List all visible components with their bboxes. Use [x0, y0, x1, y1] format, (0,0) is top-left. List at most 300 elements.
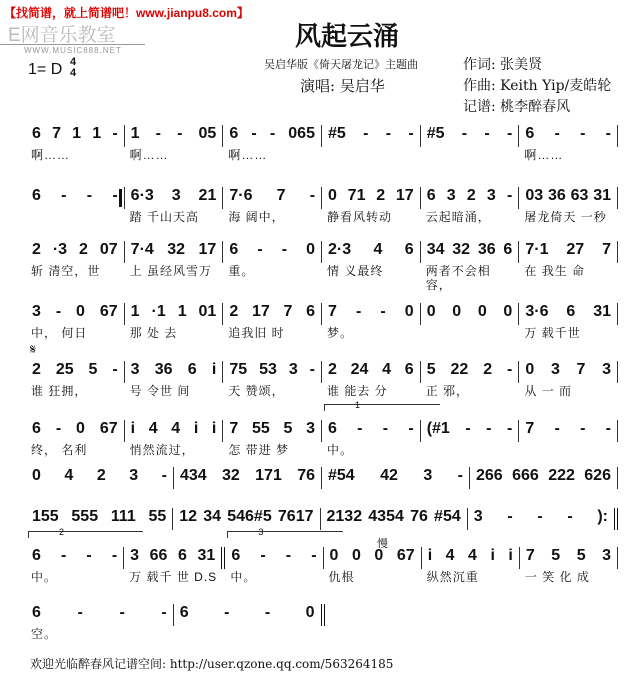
- note-group: -: [77, 604, 83, 621]
- note-group: 6: [404, 241, 414, 258]
- note-group: 32: [452, 241, 471, 258]
- tempo-mark: 慢: [377, 538, 388, 550]
- measure: [421, 361, 520, 398]
- note-group: 6: [231, 547, 241, 564]
- note-group: 6: [229, 241, 239, 258]
- measure-lyric: 中。: [327, 443, 354, 457]
- note-group: i: [193, 420, 199, 437]
- note-group: 53: [259, 361, 277, 378]
- measure-lyric: 在 我生 命: [524, 264, 586, 278]
- measure-notes: [427, 125, 513, 143]
- measure: [225, 527, 323, 584]
- measure: [519, 125, 618, 162]
- note-group: 155: [32, 508, 59, 525]
- note-group: 01: [198, 303, 217, 320]
- note-group: 7: [602, 241, 612, 258]
- measure: [173, 508, 320, 530]
- note-group: 3: [446, 187, 456, 204]
- measure-notes: [130, 547, 215, 565]
- measure: [519, 420, 618, 442]
- note-group: -: [112, 125, 118, 142]
- volta-bracket: 2: [28, 531, 143, 538]
- measure: [26, 187, 125, 209]
- note-group: -: [111, 547, 118, 564]
- note-group: 111: [110, 508, 136, 525]
- note-group: 63: [570, 187, 589, 204]
- note-group: 24: [350, 361, 369, 378]
- note-group: 0: [525, 361, 535, 378]
- note-group: 3: [423, 467, 433, 484]
- measure-lyric: 万 载千 世 D.S: [129, 570, 218, 584]
- note-group: 2: [32, 241, 41, 258]
- note-group: 66: [149, 547, 168, 564]
- note-group: 1: [72, 125, 82, 142]
- measure: [468, 508, 618, 530]
- measure: [223, 187, 322, 224]
- note-group: -: [554, 125, 560, 142]
- measure: [26, 420, 125, 457]
- note-group: 3: [130, 361, 140, 378]
- note-group: 32: [167, 241, 186, 258]
- measure-notes: [427, 241, 513, 259]
- note-group: 3: [306, 420, 316, 437]
- note-group: 17: [251, 303, 270, 320]
- measure: [322, 125, 421, 147]
- measure-notes: [32, 361, 118, 379]
- measure-notes: [131, 125, 217, 143]
- note-group: 36: [154, 361, 173, 378]
- note-group: -: [605, 420, 611, 437]
- note-group: -: [260, 547, 266, 564]
- note-group: 5: [551, 547, 561, 564]
- note-group: 7·4: [130, 241, 154, 258]
- measure: [422, 547, 520, 584]
- note-group: 34: [426, 241, 445, 258]
- note-group: 6: [306, 303, 316, 320]
- note-group: 065: [288, 125, 315, 142]
- note-group: 3: [602, 361, 611, 378]
- note-group: (#1: [426, 420, 450, 437]
- note-group: 6: [32, 604, 41, 621]
- measure: [223, 361, 322, 398]
- measure-notes: [32, 241, 118, 259]
- note-group: 4: [171, 420, 181, 437]
- measure-notes: [427, 420, 513, 438]
- note-group: 2: [229, 303, 239, 320]
- measure-notes: [525, 125, 611, 143]
- note-group: 1: [92, 125, 102, 142]
- measure-notes: [131, 303, 217, 321]
- measure-lyric: 怎 带进 梦: [228, 443, 290, 457]
- note-group: #5: [426, 125, 445, 142]
- note-group: -: [507, 187, 513, 204]
- measure-lyric: 静看风转动: [327, 210, 393, 224]
- measure: [322, 187, 421, 224]
- measure: [26, 604, 174, 641]
- measure-notes: [328, 420, 414, 438]
- note-group: 17: [395, 187, 414, 204]
- note-group: 7: [525, 420, 535, 437]
- measure: [174, 604, 325, 626]
- measure-lyric: 屠龙倚天 一秒: [524, 210, 607, 224]
- note-group: 5: [283, 420, 293, 437]
- note-group: 7: [525, 547, 535, 564]
- segno-sign: 𝄋: [30, 341, 37, 357]
- note-group: -: [357, 420, 363, 437]
- note-group: i: [211, 361, 217, 378]
- note-group: i: [211, 420, 217, 437]
- note-group: #5: [328, 125, 346, 142]
- transcriber: 记谱: 桃李醉春风: [463, 99, 571, 115]
- note-group: 6: [328, 420, 337, 437]
- measure: [421, 241, 520, 292]
- note-group: 6: [32, 125, 41, 142]
- note-group: 6: [179, 604, 189, 621]
- note-group: -: [554, 420, 560, 437]
- note-group: -: [61, 547, 67, 564]
- note-group: 6: [32, 420, 41, 437]
- measure: [223, 125, 322, 162]
- note-group: 25: [55, 361, 74, 378]
- measure-lyric: 一 笑 化 成: [524, 570, 590, 584]
- measure-lyric: 中， 何日: [31, 326, 88, 340]
- note-group: -: [507, 125, 513, 142]
- note-group: 0: [452, 303, 462, 320]
- note-group: 0: [374, 547, 384, 564]
- measure: [471, 604, 618, 626]
- measure: [421, 420, 520, 442]
- note-group: 07: [99, 241, 118, 258]
- measure: [421, 187, 520, 224]
- volta-bracket: 1: [324, 404, 440, 411]
- volta-bracket: 3: [227, 531, 342, 538]
- note-group: -: [580, 125, 586, 142]
- score-line: [26, 467, 618, 489]
- score-line: [26, 508, 618, 530]
- measure-notes: [330, 547, 415, 565]
- note-group: i: [490, 547, 495, 564]
- measure: [321, 508, 468, 530]
- note-group: -: [55, 420, 62, 437]
- note-group: -: [567, 508, 573, 525]
- score-line: [26, 400, 618, 457]
- measure-lyric: 啊……: [129, 148, 169, 162]
- measure: [324, 547, 422, 584]
- note-group: 0: [503, 303, 513, 320]
- time-sig-top: 4: [70, 56, 77, 68]
- note-group: 434: [180, 467, 207, 484]
- measure-notes: [525, 241, 611, 259]
- note-group: 3·6: [525, 303, 549, 320]
- note-group: 0: [329, 547, 339, 564]
- measure-lyric: 踏 千山天高: [129, 210, 200, 224]
- measure-notes: [328, 361, 414, 379]
- note-group: 1: [130, 303, 140, 320]
- note-group: 6: [32, 187, 41, 204]
- note-group: 6: [525, 125, 535, 142]
- score-line: [26, 241, 618, 292]
- measure: [322, 361, 421, 398]
- note-group: 5: [88, 361, 98, 378]
- measure: [125, 361, 224, 398]
- note-group: 55: [251, 420, 270, 437]
- note-group: #54: [328, 467, 355, 484]
- measure-notes: [328, 187, 414, 205]
- measure: [125, 241, 224, 278]
- measure-notes: [525, 303, 611, 321]
- note-group: 2: [466, 187, 476, 204]
- note-group: 3: [473, 508, 483, 525]
- note-group: 0: [404, 303, 414, 320]
- note-group: 2·3: [328, 241, 352, 258]
- note-group: i: [427, 547, 433, 564]
- note-group: 12: [179, 508, 198, 525]
- measure-notes: [229, 125, 315, 143]
- note-group: 3: [130, 547, 140, 564]
- measure: [26, 361, 125, 398]
- note-group: 7·1: [525, 241, 549, 258]
- note-group: -: [285, 547, 292, 564]
- note-group: 6·3: [130, 187, 154, 204]
- note-group: -: [385, 125, 392, 142]
- note-group: 0: [306, 241, 315, 258]
- note-group: 4: [468, 547, 477, 564]
- note-group: 6: [229, 125, 239, 142]
- measure-lyric: 上 虽经风雪万: [129, 264, 213, 278]
- measure: [519, 361, 618, 398]
- composer: 作曲: Keith Yip/麦皓轮: [463, 78, 612, 94]
- note-group: 3: [602, 547, 612, 564]
- measure-notes: [427, 361, 513, 379]
- note-group: -: [86, 187, 93, 204]
- measure-lyric: 啊……: [524, 148, 564, 162]
- note-group: -: [507, 361, 513, 378]
- note-group: -: [119, 604, 125, 621]
- note-group: 42: [380, 467, 398, 484]
- note-group: -: [281, 241, 288, 258]
- note-group: 31: [593, 303, 612, 320]
- measure-notes: [328, 125, 414, 143]
- note-group: -: [507, 508, 513, 525]
- site-logo: E网音乐教室: [8, 25, 116, 46]
- measure: [519, 241, 618, 278]
- measure: [26, 303, 125, 340]
- note-group: 36: [477, 241, 496, 258]
- note-group: 32: [222, 467, 240, 484]
- measure-lyric: 海 阔中，: [228, 210, 285, 224]
- measure-notes: [328, 467, 463, 485]
- note-group: 3: [288, 361, 298, 378]
- measure-notes: [525, 361, 611, 379]
- note-group: 7: [229, 420, 239, 437]
- note-group: 2132: [326, 508, 363, 525]
- note-group: 0: [76, 303, 85, 320]
- measure-lyric: 中。: [31, 570, 58, 584]
- note-group: -: [112, 361, 118, 378]
- measure-notes: [229, 420, 315, 438]
- note-group: -: [457, 467, 463, 484]
- measure-notes: [327, 508, 461, 526]
- note-group: 6: [503, 241, 513, 258]
- note-group: 0: [305, 604, 315, 621]
- measure-lyric: 谁 狂拥，: [31, 384, 88, 398]
- measure-lyric: 正 邪，: [425, 384, 470, 398]
- note-group: 3: [171, 187, 181, 204]
- note-group: 5: [426, 361, 436, 378]
- measure-lyric: 谁 能去 分: [327, 384, 388, 398]
- measure-notes: [525, 420, 611, 438]
- note-group: 3: [550, 361, 560, 378]
- note-group: 67: [396, 547, 415, 564]
- note-group: 266: [476, 467, 503, 484]
- measure: [26, 125, 125, 162]
- note-group: -: [580, 420, 586, 437]
- measure-lyric: 空。: [31, 627, 58, 641]
- note-group: 4: [382, 361, 392, 378]
- note-group: 6: [566, 303, 576, 320]
- measure-lyric: 两者不会相 容，: [425, 264, 491, 292]
- measure: [223, 303, 322, 340]
- measure-notes: [32, 508, 166, 526]
- measure-lyric: 啊……: [228, 148, 268, 162]
- note-group: 67: [99, 420, 118, 437]
- note-group: -: [309, 361, 315, 378]
- note-group: 666: [512, 467, 539, 484]
- measure-notes: [427, 303, 513, 321]
- measure: [125, 303, 224, 340]
- note-group: 2: [328, 361, 337, 378]
- measure-lyric: 天 赞颂，: [228, 384, 285, 398]
- note-group: 76: [410, 508, 428, 525]
- measure-notes: [180, 467, 315, 485]
- note-group: 7: [576, 361, 586, 378]
- measure-notes: [32, 547, 117, 565]
- note-group: -: [507, 420, 513, 437]
- note-group: -: [484, 125, 490, 142]
- note-group: i: [508, 547, 513, 564]
- measure-lyric: 重。: [228, 264, 255, 278]
- note-group: 4: [64, 467, 74, 484]
- note-group: 03: [525, 187, 544, 204]
- time-sig-bottom: 4: [70, 67, 77, 79]
- note-group: 21: [198, 187, 217, 204]
- note-group: 31: [197, 547, 216, 564]
- measure: [520, 547, 618, 584]
- measure-notes: [32, 187, 118, 205]
- note-group: 7617: [277, 508, 314, 525]
- score-line: [26, 604, 618, 641]
- note-group: -: [309, 187, 316, 204]
- score-line: [26, 361, 618, 398]
- measure: [26, 241, 125, 278]
- note-group: ·1: [151, 303, 166, 320]
- measure-notes: [476, 467, 611, 485]
- measure-notes: [229, 361, 315, 379]
- measure-lyric: 追我旧 时: [228, 326, 285, 340]
- measure-lyric: 悄然流过，: [129, 443, 195, 457]
- key-signature: 1= D: [28, 61, 63, 78]
- note-group: 222: [548, 467, 575, 484]
- site-banner-link[interactable]: 【找简谱，就上简谱吧！www.jianpu8.com】: [4, 6, 249, 20]
- note-group: 17: [198, 241, 217, 258]
- note-group: -: [264, 604, 271, 621]
- note-group: 7·6: [229, 187, 253, 204]
- note-group: 0: [328, 187, 337, 204]
- note-group: -: [380, 303, 386, 320]
- measure-lyric: 啊……: [31, 148, 71, 162]
- score-line: [26, 527, 618, 584]
- note-group: -: [461, 125, 468, 142]
- note-group: 0: [351, 547, 361, 564]
- measure-notes: [229, 303, 315, 321]
- measure: [519, 187, 618, 224]
- note-group: ·3: [52, 241, 68, 258]
- note-group: 22: [450, 361, 469, 378]
- measure-lyric: 从 一 而: [524, 384, 573, 398]
- measure-lyric: 那 处 去: [129, 326, 178, 340]
- measure-lyric: 仇根: [328, 570, 355, 584]
- note-group: -: [86, 547, 92, 564]
- measure-notes: [427, 187, 513, 205]
- measure-notes: [328, 241, 414, 259]
- note-group: -: [61, 187, 67, 204]
- measure-lyric: 情 义最终: [327, 264, 384, 278]
- note-group: -: [155, 125, 161, 142]
- note-group: 2: [483, 361, 493, 378]
- note-group: -: [486, 420, 492, 437]
- note-group: 6: [404, 361, 414, 378]
- logo-divider: [0, 44, 145, 45]
- note-group: 7: [276, 187, 286, 204]
- note-group: i: [130, 420, 136, 437]
- note-group: -: [161, 604, 167, 621]
- note-group: 3: [32, 303, 41, 320]
- measure-notes: [32, 125, 118, 143]
- measure: [125, 187, 224, 224]
- measure-notes: [32, 467, 167, 485]
- note-group: -: [537, 508, 543, 525]
- note-group: 2: [96, 467, 106, 484]
- footer-link[interactable]: 欢迎光临醉春风记谱空间: http://user.qzone.qq.com/563264185: [30, 657, 394, 671]
- note-group: 76: [297, 467, 315, 484]
- note-group: ):: [597, 508, 608, 525]
- note-group: 2: [376, 187, 386, 204]
- note-group: 27: [566, 241, 585, 258]
- note-group: 34: [203, 508, 222, 525]
- measure-notes: [231, 547, 316, 565]
- note-group: 4: [148, 420, 158, 437]
- note-group: 55: [148, 508, 167, 525]
- note-group: -: [605, 125, 611, 142]
- measure: [26, 508, 173, 530]
- measure: [125, 420, 224, 457]
- note-group: 1: [177, 303, 187, 320]
- note-group: -: [363, 125, 369, 142]
- note-group: 0: [32, 467, 41, 484]
- note-group: #54: [434, 508, 461, 525]
- measure-notes: [131, 241, 217, 259]
- note-group: 546#5: [227, 508, 272, 525]
- note-group: 67: [99, 303, 118, 320]
- singer: 演唱: 吴启华: [300, 77, 385, 95]
- note-group: 1: [130, 125, 140, 142]
- note-group: 36: [547, 187, 566, 204]
- measure-notes: [328, 303, 414, 321]
- note-group: 7: [52, 125, 61, 142]
- measure-notes: [229, 241, 315, 259]
- time-signature: [70, 57, 76, 79]
- note-group: 626: [584, 467, 611, 484]
